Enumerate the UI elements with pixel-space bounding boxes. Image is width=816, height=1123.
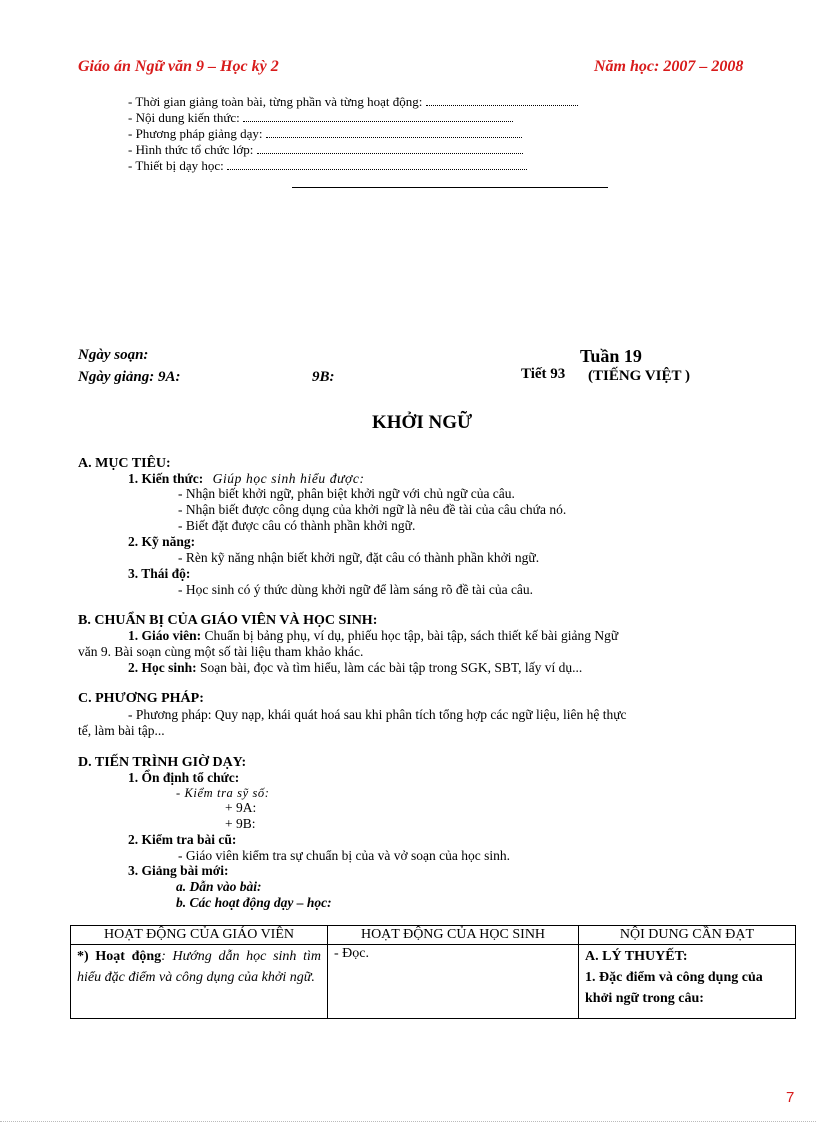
table-header-teacher: HOẠT ĐỘNG CỦA GIÁO VIÊN (71, 926, 328, 945)
section-d3b: b. Các hoạt động dạy – học: (176, 895, 332, 910)
section-d3-label: 3. Giảng bài mới: (128, 863, 229, 878)
table-header-content: NỘI DUNG CẦN ĐẠT (579, 926, 796, 945)
section-a3-label: 3. Thái độ: (128, 566, 191, 581)
prev-list-item: - Thiết bị dạy học: (128, 158, 527, 174)
content-text: 1. Đặc điểm và công dụng của khởi ngữ trong câu: (585, 970, 763, 1006)
class-9a-count: + 9A: (225, 800, 257, 815)
section-a1-item: - Nhận biết khởi ngữ, phân biệt khởi ngữ với chủ ngữ của câu. (178, 486, 515, 501)
content-cell (579, 945, 796, 1019)
lesson-title: KHỞI NGỮ (372, 412, 473, 433)
section-b-heading: B. CHUẨN BỊ CỦA GIÁO VIÊN VÀ HỌC SINH: (78, 613, 378, 628)
section-b-teacher: 1. Giáo viên: Chuẩn bị bảng phụ, ví dụ, phiếu học tập, bài tập, sách thiết kế bài giảng Ngữ (128, 628, 619, 643)
section-a1-item: - Nhận biết được công dụng của khởi ngữ là nêu đề tài của câu chứa nó. (178, 502, 567, 517)
prev-list-item: - Hình thức tổ chức lớp: (128, 142, 523, 158)
table-header-student: HOẠT ĐỘNG CỦA HỌC SINH (328, 926, 579, 945)
divider (292, 187, 608, 188)
section-a1-item: - Biết đặt được câu có thành phần khởi ngữ. (178, 518, 416, 533)
section-a2-item: - Rèn kỹ năng nhận biết khởi ngữ, đặt câu có thành phần khởi ngữ. (178, 550, 540, 565)
footer-line (0, 1121, 816, 1122)
class-9b-label: 9B: (312, 369, 335, 385)
section-d2-label: 2. Kiểm tra bài cũ: (128, 832, 237, 847)
prev-list-item: - Nội dung kiến thức: (128, 110, 513, 126)
section-c-text: - Phương pháp: Quy nạp, khái quát hoá sau khi phân tích tổng hợp các ngữ liệu, liên hệ thực (128, 707, 627, 722)
section-a2-label: 2. Kỹ năng: (128, 534, 196, 549)
section-d-heading: D. TIẾN TRÌNH GIỜ DẠY: (78, 755, 247, 770)
section-d1-sub: - Kiểm tra sỹ số: (176, 786, 270, 800)
activity-table (70, 925, 796, 1019)
ngay-soan-label: Ngày soạn: (78, 347, 149, 363)
header-right: Năm học: 2007 – 2008 (594, 58, 744, 75)
section-d3a: a. Dẫn vào bài: (176, 879, 262, 894)
page-number: 7 (786, 1089, 795, 1106)
section-c-text-cont: tế, làm bài tập... (78, 723, 165, 738)
prev-list-item: - Thời gian giảng toàn bài, từng phần và từng hoạt động: (128, 94, 578, 110)
section-b-teacher-cont: văn 9. Bài soạn cùng một số tài liệu tham khảo khác. (78, 644, 364, 659)
content-title: A. LÝ THUYẾT: (585, 949, 688, 964)
table-row (71, 945, 796, 1019)
header-left: Giáo án Ngữ văn 9 – Học kỳ 2 (78, 58, 279, 75)
section-a3-item: - Học sinh có ý thức dùng khởi ngữ để làm sáng rõ đề tài của câu. (178, 582, 534, 597)
subject-label: (TIẾNG VIỆT ) (588, 368, 690, 384)
section-b-student: 2. Học sinh: Soạn bài, đọc và tìm hiểu, làm các bài tập trong SGK, SBT, lấy ví dụ... (128, 660, 583, 675)
table-header-row (71, 926, 796, 945)
teacher-activity-cell: *) Hoạt động: Hướng dẫn học sinh tìm hiểu đặc điểm và công dụng của khởi ngữ. (71, 945, 328, 1019)
student-activity-cell: - Đọc. (328, 945, 579, 1019)
section-d2-item: - Giáo viên kiểm tra sự chuẩn bị của và vở soạn của học sinh. (178, 848, 510, 863)
class-9b-count: + 9B: (225, 816, 256, 831)
section-d1-label: 1. Ổn định tổ chức: (128, 770, 240, 785)
section-a-heading: A. MỤC TIÊU: (78, 456, 171, 471)
period-label: Tiết 93 (521, 366, 566, 382)
section-c-heading: C. PHƯƠNG PHÁP: (78, 691, 204, 706)
week-label: Tuần 19 (580, 346, 642, 366)
prev-list-item: - Phương pháp giảng dạy: (128, 126, 522, 142)
ngay-giang-label: Ngày giảng: 9A: (78, 369, 181, 385)
section-a1: 1. Kiến thức: Giúp học sinh hiểu được: (128, 471, 365, 486)
